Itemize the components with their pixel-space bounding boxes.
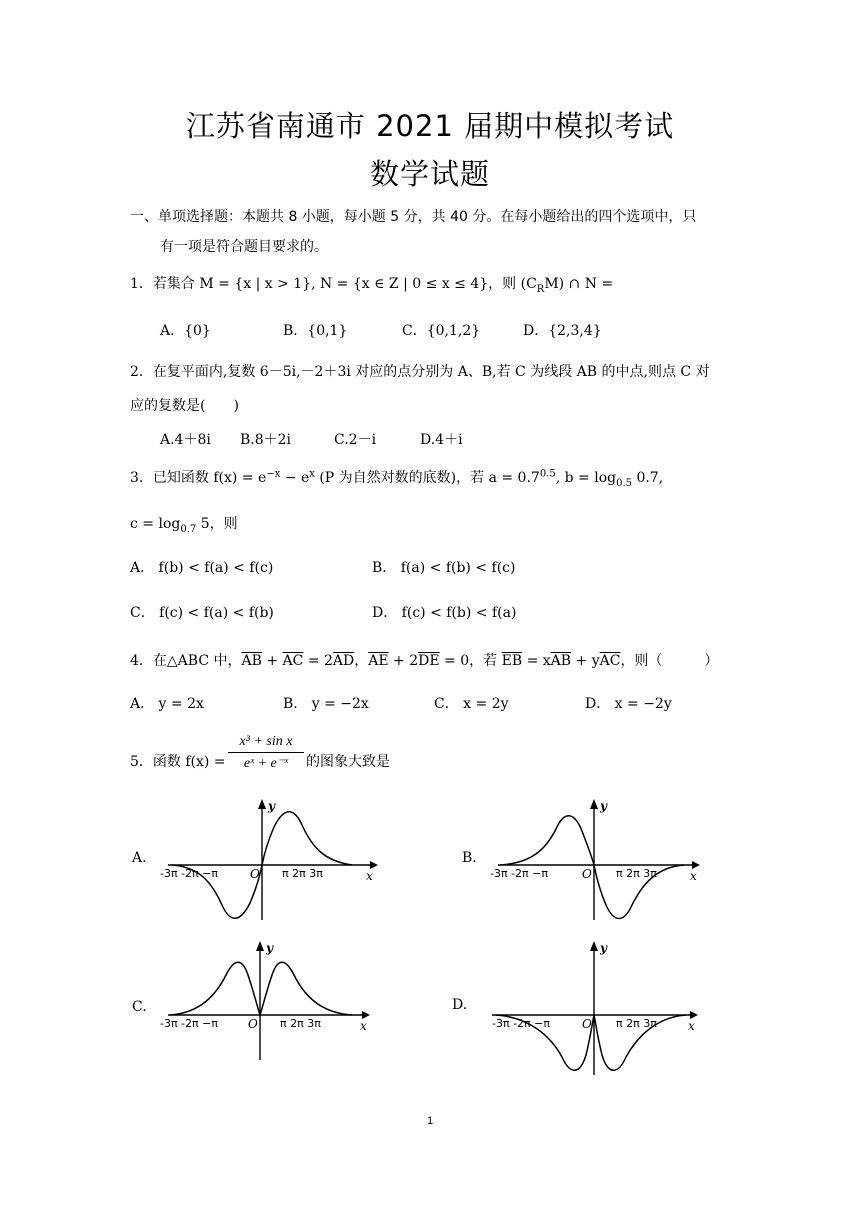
graph-d-x-label: x <box>688 1019 695 1033</box>
question-2-line-1: 2．在复平面内,复数 6－5i,－2＋3i 对应的点分别为 A、B,若 C 为线段 AB 的中点,则点 C 对 <box>130 364 710 380</box>
graph-b-ticks-left: -3π -2π −π <box>490 867 549 880</box>
q2-option-c: C.2－i <box>334 432 377 448</box>
page-number: 1 <box>426 1115 434 1127</box>
graph-a-x-label: x <box>366 869 373 883</box>
q5-fraction <box>228 734 304 772</box>
q4-option-b: B． y = −2x <box>283 696 369 712</box>
q3-option-a: A． f(b) < f(a) < f(c) <box>130 560 274 576</box>
graph-a-origin: O <box>250 867 260 881</box>
graph-a-y-label: y <box>268 799 275 813</box>
graph-d-ticks-right: π 2π 3π <box>616 1017 657 1030</box>
graph-d-label: D. <box>452 997 468 1013</box>
q2-option-a: A.4＋8i <box>160 432 211 448</box>
graph-c-svg <box>130 935 380 1065</box>
graph-c <box>130 935 380 1065</box>
graph-d <box>450 935 710 1085</box>
graph-b-label: B. <box>462 850 477 866</box>
question-5-prefix: 5．函数 f(x) = <box>130 754 226 770</box>
graph-a-ticks-right: π 2π 3π <box>282 867 323 880</box>
q4-option-c: C． x = 2y <box>434 696 509 712</box>
q1-option-c: C．{0,1,2} <box>402 323 481 339</box>
q3-option-c: C． f(c) < f(a) < f(b) <box>130 605 274 621</box>
graph-b-origin: O <box>582 867 592 881</box>
q4-option-d: D． x = −2y <box>585 696 672 712</box>
graph-d-ticks-left: -3π -2π −π <box>492 1017 551 1030</box>
q4-option-a: A． y = 2x <box>130 696 204 712</box>
graph-c-x-arrow <box>362 1011 370 1019</box>
question-4-stem: 4．在△ABC 中，$\overline{AB} + \overline{AC} = 2\overline{AD}$，$\overline{AE} + 2\overline{DE} = 0$，若 $\overline{EB} = x\overline{AB} + y\overline{AC}$，则（ ） <box>130 653 719 669</box>
question-5-suffix: 的图象大致是 <box>306 754 390 770</box>
question-2-line-2: 应的复数是( ) <box>130 398 239 414</box>
graph-a-x-arrow <box>370 861 378 869</box>
graph-d-y-arrow <box>590 941 598 951</box>
graph-d-origin: O <box>582 1017 592 1031</box>
graph-c-x-label: x <box>360 1019 367 1033</box>
graph-b-x-label: x <box>690 869 697 883</box>
graph-a-ticks-left: -3π -2π −π <box>160 867 219 880</box>
graph-d-y-label: y <box>600 941 607 955</box>
graph-c-curve <box>170 962 352 1015</box>
section-header-line-2: 有一项是符合题目要求的。 <box>160 239 328 255</box>
graph-d-svg <box>450 935 710 1085</box>
q5-numerator: x³ + sin x <box>239 734 293 749</box>
q5-fraction-bar <box>228 752 304 753</box>
graph-b-x-arrow <box>692 861 700 869</box>
q5-denominator: eˣ + e⁻ˣ <box>243 756 289 771</box>
graph-c-y-arrow <box>256 941 264 951</box>
q2-option-d: D.4＋i <box>420 432 463 448</box>
graph-c-y-label: y <box>266 941 273 955</box>
graph-a-svg <box>130 795 380 925</box>
q2-option-b: B.8＋2i <box>240 432 292 448</box>
graph-d-x-arrow <box>690 1011 698 1019</box>
section-header-line-1: 一、单项选择题：本题共 8 小题，每小题 5 分，共 40 分。在每小题给出的四个选项中，只 <box>130 209 697 225</box>
question-1-stem: 1．若集合 M = {x | x > 1}, N = {x ∈ Z | 0 ≤ x ≤ 4}，则 $(C_RM)$ ∩ N = <box>130 276 614 295</box>
graph-c-ticks-left: -3π -2π −π <box>160 1017 219 1030</box>
graph-a-y-arrow <box>258 799 266 809</box>
graph-b-y-label: y <box>600 799 607 813</box>
graph-a <box>130 795 380 925</box>
graph-b-y-arrow <box>590 799 598 809</box>
title-line-1: 江苏省南通市 2021 届期中模拟考试 <box>185 109 675 143</box>
graph-c-label: C. <box>132 999 147 1015</box>
graph-c-ticks-right: π 2π 3π <box>280 1017 321 1030</box>
graph-b-svg <box>460 795 710 925</box>
q1-option-b: B．{0,1} <box>283 323 348 339</box>
graph-a-label: A. <box>132 850 147 866</box>
title-line-2: 数学试题 <box>369 157 490 191</box>
question-3-line-2: $c = \log_{0.7} 5$，则 <box>130 516 238 535</box>
graph-b-ticks-right: π 2π 3π <box>616 867 657 880</box>
question-3-line-1: 3．已知函数 $f(x) = e^{-x} - e^x$ (P 为自然对数的底数)，若 $a = 0.7^{0.5}$, $b = \log_{0.5} 0.7$, <box>130 468 664 489</box>
graph-b <box>460 795 710 925</box>
q3-option-d: D． f(c) < f(b) < f(a) <box>372 605 517 621</box>
q3-option-b: B． f(a) < f(b) < f(c) <box>372 560 516 576</box>
q1-option-a: A．{0} <box>160 323 211 339</box>
q1-option-d: D．{2,3,4} <box>523 323 602 339</box>
graph-c-origin: O <box>248 1017 258 1031</box>
